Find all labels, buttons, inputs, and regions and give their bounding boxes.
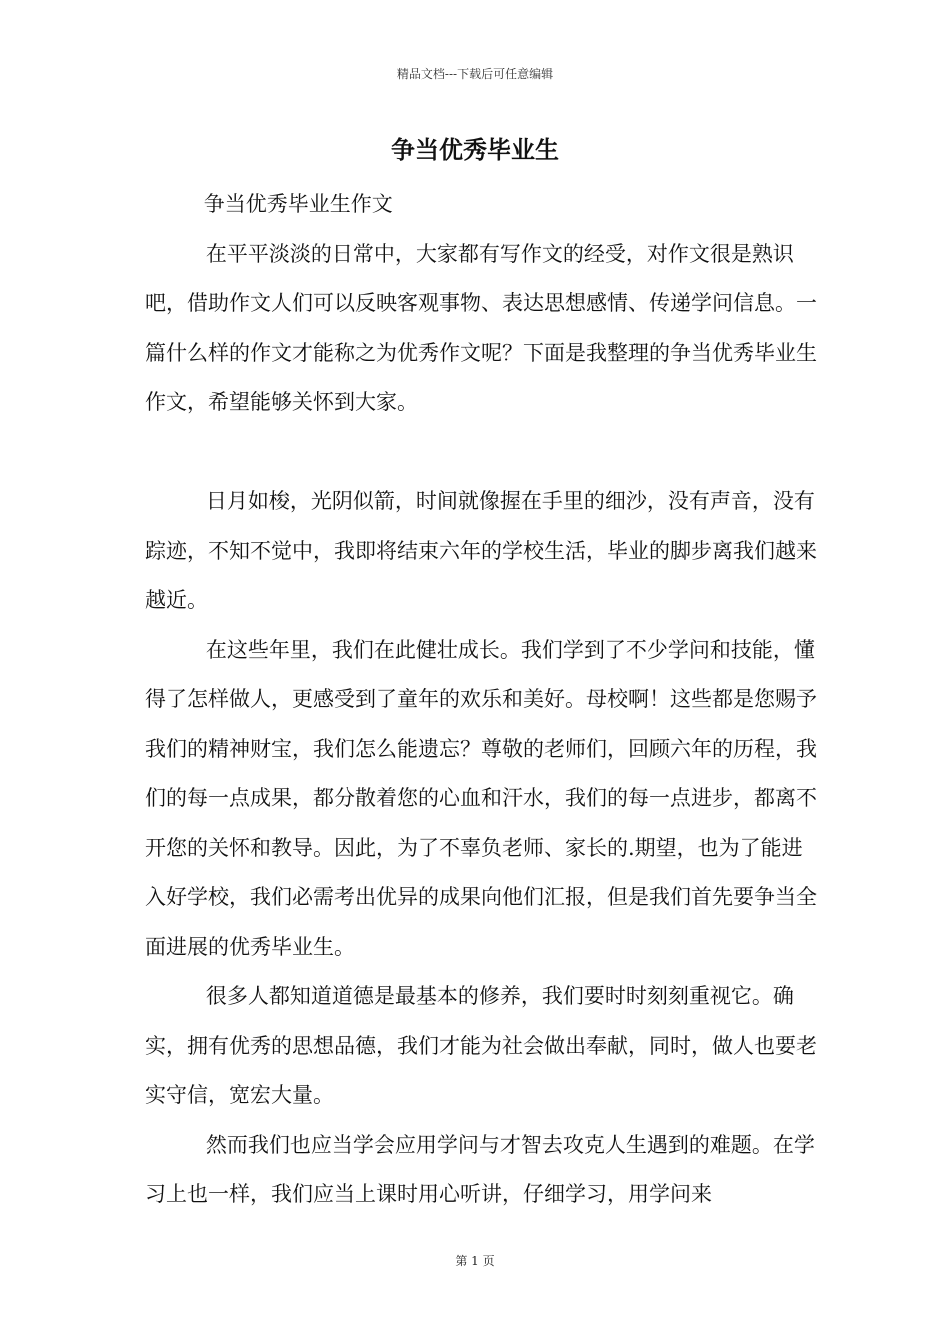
paragraph: 然而我们也应当学会应用学问与才智去攻克人生遇到的难题。在学习上也一样，我们应当上课时用心听讲，仔细学习，用学问来 <box>145 1132 815 1206</box>
paragraph-gap <box>145 428 820 478</box>
page-number: 第 1 页 <box>455 1254 495 1268</box>
paragraph: 日月如梭，光阴似箭，时间就像握在手里的细沙，没有声音，没有踪迹，不知不觉中，我即将结束六年的学校生活，毕业的脚步离我们越来越近。 <box>145 489 817 612</box>
document-subtitle: 争当优秀毕业生作文 <box>203 192 393 216</box>
document-title: 争当优秀毕业生 <box>391 135 559 164</box>
paragraph-intro: 在平平淡淡的日常中，大家都有写作文的经受，对作文很是熟识吧，借助作文人们可以反映客观事物、表达思想感情、传递学问信息。一篇什么样的作文才能称之为优秀作文呢？下面是我整理的争当优秀毕业生作文，希望能够关怀到大家。 <box>145 241 817 414</box>
document-body <box>145 180 820 1220</box>
paragraph: 很多人都知道道德是最基本的修养，我们要时时刻刻重视它。确实，拥有优秀的思想品德，我们才能为社会做出奉献，同时，做人也要老实守信，宽宏大量。 <box>145 984 817 1107</box>
page-header: 精品文档---下载后可任意编辑 <box>396 67 554 81</box>
paragraph: 在这些年里，我们在此健壮成长。我们学到了不少学问和技能，懂得了怎样做人，更感受到了童年的欢乐和美好。母校啊！这些都是您赐予我们的精神财宝，我们怎么能遗忘？尊敬的老师们，回顾六年的历程，我们的每一点成果，都分散着您的心血和汗水，我们的每一点进步，都离不开您的关怀和教导。因此，为了不辜负老师、家长的.期望，也为了能进入好学校，我们必需考出优异的成果向他们汇报，但是我们首先要争当全面进展的优秀毕业生。 <box>145 637 817 959</box>
